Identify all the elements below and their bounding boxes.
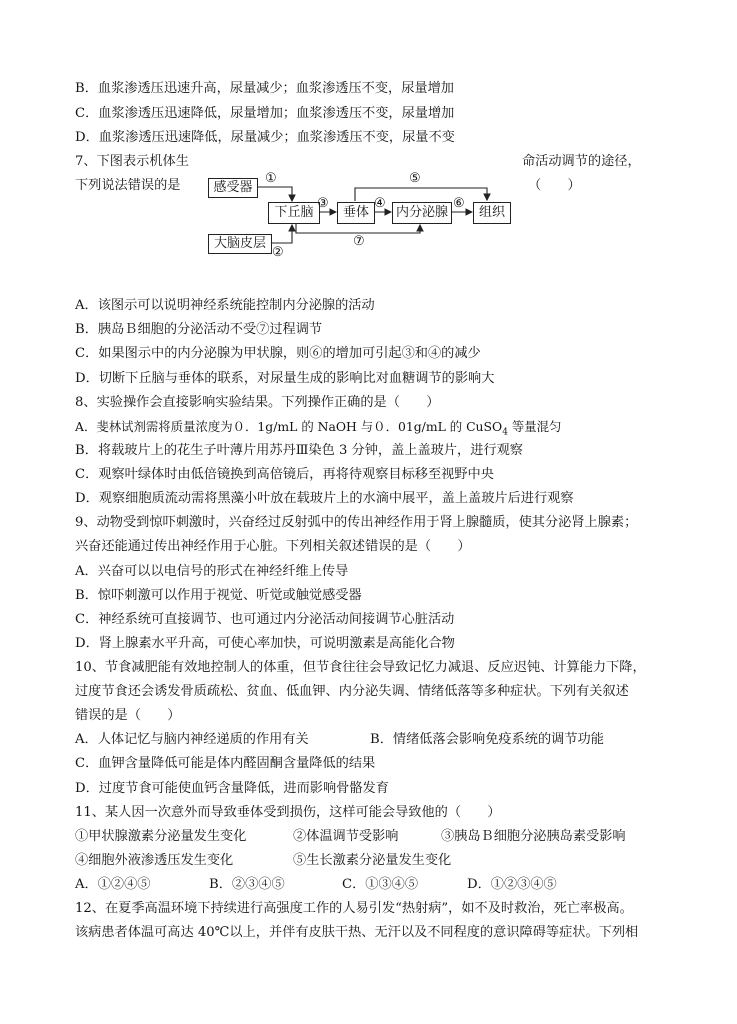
q11-option-b: B．②③④⑤	[209, 877, 285, 892]
q10-option-d: D．过度节食可能使血钙含量降低，进而影响骨骼发育	[75, 781, 389, 796]
q7-stem-line2: 下列说法错误的是	[75, 178, 181, 193]
q8-option-c: C．观察叶绿体时由低倍镜换到高倍镜后，再将待观察目标移至视野中央	[75, 467, 494, 482]
q10-stem-3: 错误的是（ ）	[75, 708, 181, 723]
q7-option-b: B．胰岛Ｂ细胞的分泌活动不受⑦过程调节	[75, 322, 323, 337]
q6-option-c: C．血浆渗透压迅速降低，尿量增加；血浆渗透压不变，尿量增加	[75, 106, 455, 121]
arrow-7	[296, 224, 420, 233]
q11-stem: 11、某人因一次意外而导致垂体受到损伤，这样可能会导致他的（ ）	[75, 805, 501, 820]
hypothalamus-box: 下丘脑	[268, 202, 320, 224]
q10-option-a: A．人体记忆与脑内神经递质的作用有关	[75, 732, 309, 747]
q11-item-2: ②体温调节受影响	[293, 829, 399, 844]
label-1: ①	[265, 171, 277, 186]
label-6: ⑥	[453, 196, 465, 211]
q11-option-a: A．①②④⑤	[75, 877, 151, 892]
q9-option-d: D．肾上腺素水平升高，可使心率加快，可说明激素是高能化合物	[75, 636, 455, 651]
q8-option-d: D．观察细胞质流动需将黑藻小叶放在载玻片上的水滴中展平，盖上盖玻片后进行观察	[75, 491, 574, 506]
label-7: ⑦	[353, 234, 365, 249]
label-2: ②	[272, 245, 284, 260]
q11-item-4: ④细胞外液渗透压发生变化	[75, 853, 234, 868]
q9-stem-1: 9、动物受到惊吓刺激时，兴奋经过反射弧中的传出神经作用于肾上腺髓质，使其分泌肾上腺素；	[75, 515, 638, 530]
q8-option-a: A．斐林试剂需将质量浓度为０．1g/mL 的 NaOH 与０．01g/mL 的 CuSO$_4$ 等量混匀	[75, 419, 562, 438]
q7-answer-bracket: （ ）	[528, 178, 581, 193]
pituitary-box: 垂体	[337, 202, 375, 224]
q10-stem-2: 过度节食还会诱发骨质疏松、贫血、低血钾、内分泌失调、情绪低落等多种症状。下列有关叙述	[75, 684, 629, 699]
q10-option-c: C．血钾含量降低可能是体内醛固酮含量降低的结果	[75, 756, 376, 771]
arrow-1	[256, 187, 292, 201]
q9-option-b: B．惊吓刺激可以作用于视觉、听觉或触觉感受器	[75, 588, 362, 603]
q10-stem-1: 10、节食减肥能有效地控制人的体重，但节食往往会导致记忆力减退、反应迟钝、计算能力下降，	[75, 660, 646, 675]
q7-option-d: D．切断下丘脑与垂体的联系，对尿量生成的影响比对血糖调节的影响大	[75, 371, 495, 386]
q9-option-c: C．神经系统可直接调节、也可通过内分泌活动间接调节心脏活动	[75, 612, 455, 627]
q6-option-b: B．血浆渗透压迅速升高，尿量减少；血浆渗透压不变，尿量增加	[75, 81, 454, 96]
tissue-box: 组织	[473, 202, 511, 224]
q11-option-c: C．①③④⑤	[342, 877, 419, 892]
q11-option-d: D．①②③④⑤	[467, 877, 557, 892]
receptor-box: 感受器	[208, 178, 258, 198]
label-4: ④	[374, 196, 386, 211]
q9-stem-2: 兴奋还能通过传出神经作用于心脏。下列相关叙述错误的是（ ）	[75, 539, 471, 554]
cortex-box: 大脑皮层	[208, 234, 272, 254]
q11-item-1: ①甲状腺激素分泌量发生变化	[75, 829, 247, 844]
q9-option-a: A．兴奋可以以电信号的形式在神经纤维上传导	[75, 564, 349, 579]
q7-pathway-diagram	[0, 0, 737, 300]
label-5: ⑤	[409, 171, 421, 186]
q7-option-c: C．如果图示中的内分泌腺为甲状腺，则⑥的增加可引起③和④的减少	[75, 346, 481, 361]
q11-item-5: ⑤生长激素分泌量发生变化	[293, 853, 452, 868]
q10-option-b: B．情绪低落会影响免疫系统的调节功能	[370, 732, 604, 747]
endocrine-gland-box: 内分泌腺	[392, 202, 452, 224]
q7-stem-left: 7、下图表示机体生	[75, 154, 189, 169]
q8-option-b: B．将载玻片上的花生子叶薄片用苏丹Ⅲ染色 3 分钟，盖上盖玻片，进行观察	[75, 443, 523, 458]
arrow-2	[270, 225, 292, 243]
q8-stem: 8、实验操作会直接影响实验结果。下列操作正确的是（ ）	[75, 395, 440, 410]
q7-stem-right: 命活动调节的途径，	[522, 154, 641, 169]
q12-stem-2: 该病患者体温可高达 40℃以上，并伴有皮肤干热、无汗以及不同程度的意识障碍等症状。下列相	[75, 925, 639, 940]
q6-option-d: D．血浆渗透压迅速降低，尿量减少；血浆渗透压不变，尿量不变	[75, 130, 455, 145]
label-3: ③	[317, 196, 329, 211]
q12-stem-1: 12、在夏季高温环境下持续进行高强度工作的人易引发“热射病”，如不及时救治，死亡率极高。	[75, 901, 633, 916]
q7-option-a: A．该图示可以说明神经系统能控制内分泌腺的活动	[75, 298, 375, 313]
q11-item-3: ③胰岛Ｂ细胞分泌胰岛素受影响	[441, 829, 626, 844]
